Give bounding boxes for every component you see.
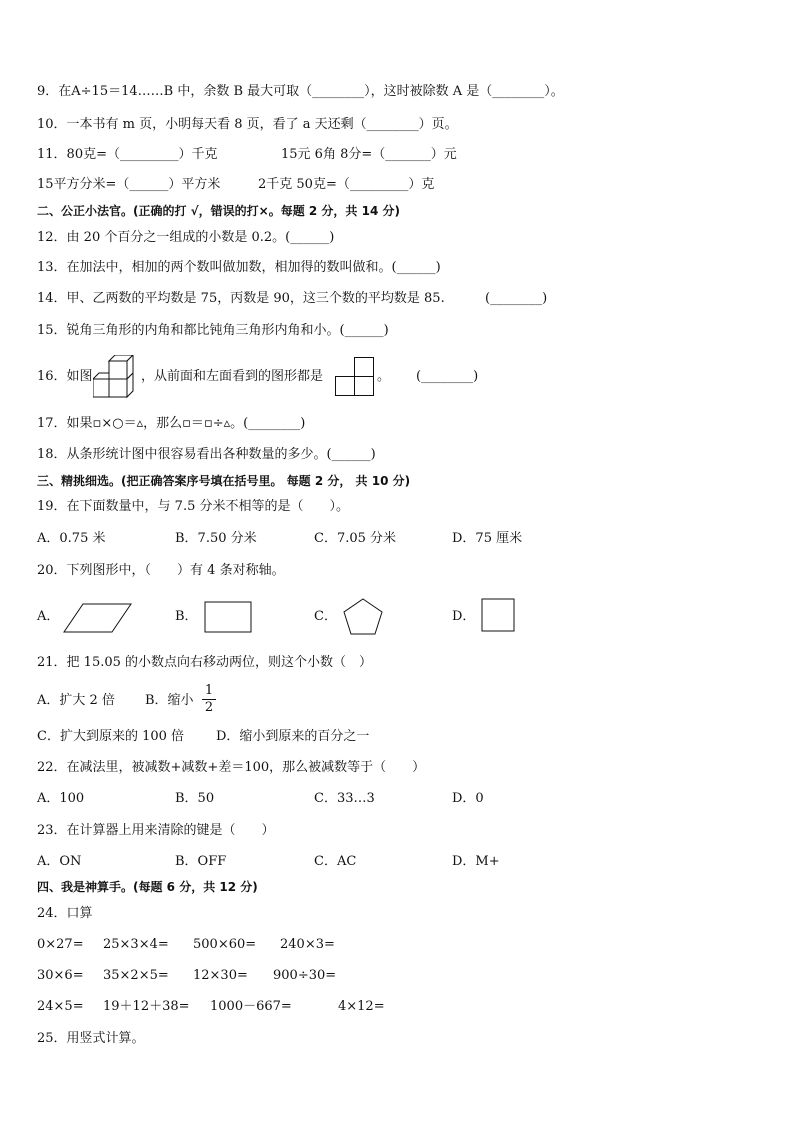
question-23-option-d: D．M+ — [452, 854, 500, 869]
section-2-heading: 二、公正小法官。(正确的打 √，错误的打×。每题 2 分，共 14 分) — [37, 204, 400, 218]
calc-r1-c4: 240×3= — [280, 937, 335, 952]
fraction-numerator: 1 — [204, 683, 214, 698]
calc-r2-c3: 12×30= — [193, 968, 248, 983]
question-21-option-c: C．扩大到原来的 100 倍 — [37, 729, 185, 744]
calc-r2-c4: 900÷30= — [273, 968, 337, 983]
question-19-option-a: A．0.75 米 — [37, 531, 106, 546]
square-shape — [481, 598, 515, 632]
rectangle-shape — [204, 601, 252, 633]
question-21-option-d: D．缩小到原来的百分之一 — [216, 729, 370, 744]
calc-r1-c1: 0×27= — [37, 937, 84, 952]
question-18: 18．从条形统计图中很容易看出各种数量的多少。(______) — [37, 447, 376, 462]
calc-r1-c2: 25×3×4= — [103, 937, 169, 952]
question-21-option-b: B．缩小 — [145, 693, 194, 708]
question-20-option-a-label: A． — [37, 609, 60, 624]
cube-stack-figure — [93, 355, 141, 399]
question-14: 14．甲、乙两数的平均数是 75，丙数是 90，这三个数的平均数是 85. — [37, 291, 445, 306]
question-15: 15．锐角三角形的内角和都比钝角三角形内角和小。(______) — [37, 323, 389, 338]
question-16-end: 。 — [377, 369, 391, 384]
calc-r3-c3: 1000－667= — [210, 999, 292, 1014]
fraction-one-half — [202, 684, 216, 715]
section-3-heading: 三、精挑细选。(把正确答案序号填在括号里。 每题 2 分， 共 10 分) — [37, 474, 411, 488]
question-9: 9．在A÷15＝14……B 中，余数 B 最大可取（________），这时被除数 A 是（________）。 — [37, 84, 564, 99]
question-16-prefix: 16．如图 — [37, 369, 93, 384]
question-23: 23．在计算器上用来清除的键是（ ） — [37, 823, 275, 838]
calc-r3-c4: 4×12= — [338, 999, 385, 1014]
parallelogram-shape — [63, 603, 133, 633]
question-16-middle: ，从前面和左面看到的图形都是 — [141, 369, 324, 384]
question-21: 21．把 15.05 的小数点向右移动两位，则这个小数（ ） — [37, 655, 373, 670]
calc-r1-c3: 500×60= — [193, 937, 257, 952]
calc-r2-c1: 30×6= — [37, 968, 84, 983]
question-22: 22．在减法里，被减数+减数+差＝100，那么被减数等于（ ） — [37, 760, 426, 775]
question-14-answer-blank: (________) — [485, 291, 548, 306]
question-19-option-d: D．75 厘米 — [452, 531, 523, 546]
question-20-option-c-label: C． — [314, 609, 337, 624]
question-23-option-b: B．OFF — [175, 854, 227, 869]
front-left-view-figure — [335, 357, 375, 397]
question-17: 17．如果▫×○＝▵，那么▫＝▫÷▵。(________) — [37, 416, 306, 431]
question-11-part-c: 15平方分米=（______）平方米 — [37, 177, 221, 192]
calc-r2-c2: 35×2×5= — [103, 968, 169, 983]
question-23-option-c: C．AC — [314, 854, 357, 869]
question-11-part-b: 15元 6角 8分=（_______）元 — [281, 147, 457, 162]
question-11-part-a: 11．80克=（_________）千克 — [37, 147, 218, 162]
question-22-option-d: D．0 — [452, 791, 484, 806]
question-20-option-b-label: B． — [175, 609, 198, 624]
calc-r3-c2: 19＋12＋38= — [103, 999, 190, 1014]
pentagon-shape — [342, 598, 384, 636]
question-21-option-a: A．扩大 2 倍 — [37, 693, 115, 708]
fraction-denominator: 2 — [204, 700, 214, 715]
question-19-option-c: C．7.05 分米 — [314, 531, 397, 546]
question-12: 12．由 20 个百分之一组成的小数是 0.2。(______) — [37, 230, 335, 245]
question-10: 10．一本书有 m 页，小明每天看 8 页，看了 a 天还剩（________）页。 — [37, 117, 458, 132]
question-16-answer-blank: (________) — [416, 369, 479, 384]
question-11-part-d: 2千克 50克=（_________）克 — [258, 177, 435, 192]
question-23-option-a: A．ON — [37, 854, 82, 869]
question-24: 24．口算 — [37, 906, 93, 921]
question-25: 25．用竖式计算。 — [37, 1031, 145, 1046]
question-20: 20．下列图形中，（ ）有 4 条对称轴。 — [37, 563, 285, 578]
calc-r3-c1: 24×5= — [37, 999, 84, 1014]
question-22-option-c: C．33…3 — [314, 791, 375, 806]
question-19-option-b: B．7.50 分米 — [175, 531, 257, 546]
question-20-option-d-label: D． — [452, 609, 476, 624]
question-13: 13．在加法中，相加的两个数叫做加数，相加得的数叫做和。(______) — [37, 260, 441, 275]
question-22-option-a: A．100 — [37, 791, 85, 806]
question-22-option-b: B．50 — [175, 791, 215, 806]
question-19: 19．在下面数量中，与 7.5 分米不相等的是（ ）。 — [37, 499, 349, 514]
section-4-heading: 四、我是神算手。(每题 6 分，共 12 分) — [37, 880, 258, 894]
